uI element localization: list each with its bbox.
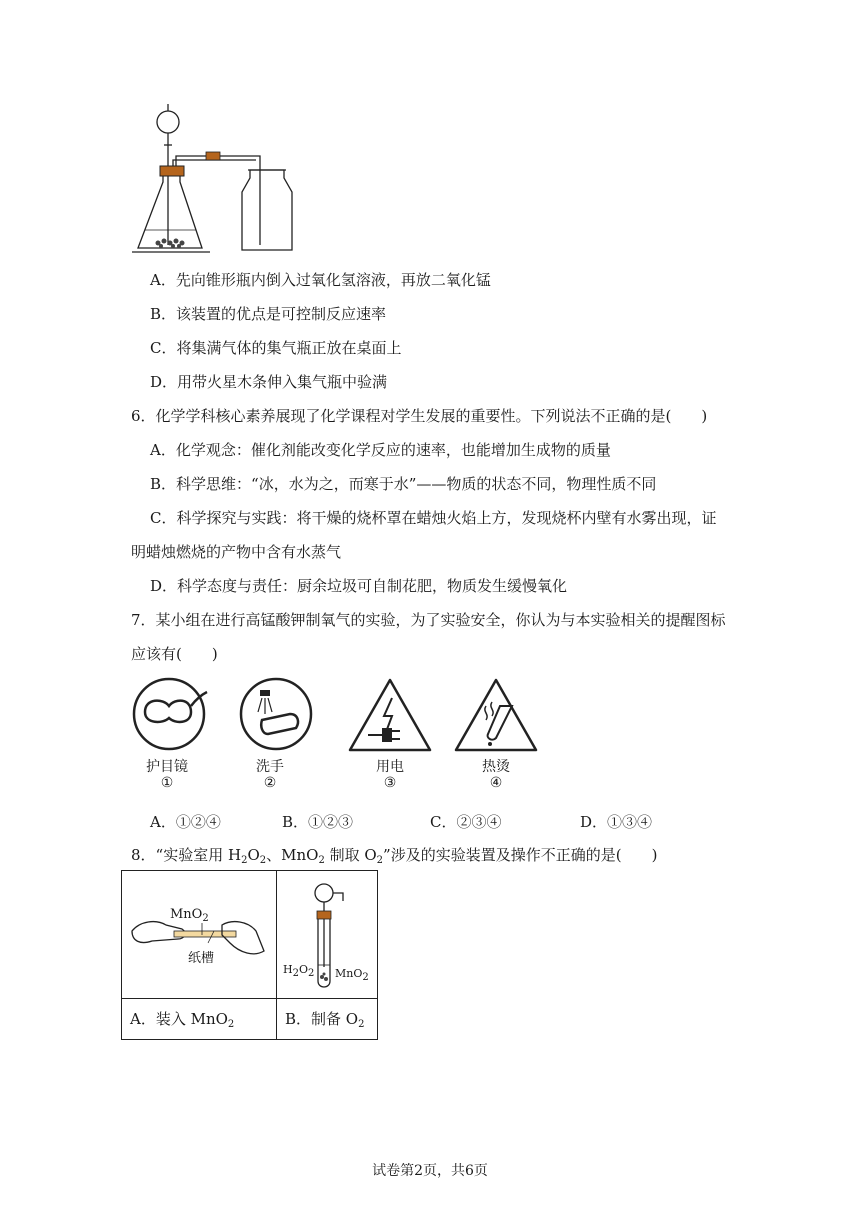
q6-stem: 6．化学学科核心素养展现了化学课程对学生发展的重要性。下列说法不正确的是( ) — [131, 407, 708, 425]
icon-label-wash: 洗手 — [256, 759, 284, 775]
q5-option-b: B．该装置的优点是可控制反应速率 — [150, 305, 387, 323]
q8-cell-b-figure — [277, 871, 378, 999]
q6-option-c-cont: 明蜡烛燃烧的产物中含有水蒸气 — [131, 543, 342, 561]
icon-num-wash: ② — [263, 775, 277, 791]
q7-choice-c: C．②③④ — [430, 813, 502, 831]
paper-trough-label: 纸槽 — [188, 951, 215, 966]
q6-option-b: B．科学思维：“冰，水为之，而寒于水”——物质的状态不同，物理性质不同 — [150, 475, 657, 493]
q8-caption-b: B．制备 $O_2$ — [277, 999, 378, 1040]
icon-label-goggles: 护目镜 — [146, 759, 188, 775]
q8-stem: 8．“实验室用 $H_2O_2$、MnO$_2$ 制取 $O_2$”涉及的实验装置及操作不正确的是( ) — [131, 846, 658, 866]
q8-caption-a: A．装入 MnO$_2$ — [122, 999, 277, 1040]
page-footer: 试卷第2页，共6页 — [372, 1163, 488, 1179]
q8-cell-a-figure — [122, 871, 277, 999]
wash-hands-icon — [238, 676, 318, 756]
q5-option-a: A．先向锥形瓶内倒入过氧化氢溶液，再放二氧化锰 — [150, 271, 491, 289]
q6-option-a: A．化学观念：催化剂能改变化学反应的速率，也能增加生成物的质量 — [150, 441, 611, 459]
mno2-label: MnO$_2$ — [170, 907, 209, 924]
goggles-icon — [131, 676, 211, 756]
q7-stem-line1: 7．某小组在进行高锰酸钾制氧气的实验，为了实验安全，你认为与本实验相关的提醒图标 — [131, 611, 726, 629]
q8-options-table — [121, 870, 378, 1040]
icon-num-goggles: ① — [160, 775, 174, 791]
q6-option-c: C．科学探究与实践：将干燥的烧杯罩在蜡烛火焰上方，发现烧杯内壁有水雾出现，证 — [150, 509, 717, 527]
q6-option-d: D．科学态度与责任：厨余垃圾可自制花肥，物质发生缓慢氧化 — [150, 577, 568, 595]
q5-option-c: C．将集满气体的集气瓶正放在桌面上 — [150, 339, 402, 357]
electricity-icon — [346, 676, 436, 756]
icon-num-electricity: ③ — [383, 775, 397, 791]
q7-choice-a: A．①②④ — [150, 813, 221, 831]
q5-apparatus-figure — [130, 100, 300, 260]
q5-option-d: D．用带火星木条伸入集气瓶中验满 — [150, 373, 388, 391]
q7-choice-b: B．①②③ — [282, 813, 354, 831]
icon-label-hot: 热烫 — [482, 759, 510, 775]
paper-trough-figure — [122, 871, 276, 998]
q7-choice-d: D．①③④ — [580, 813, 653, 831]
hot-surface-icon — [452, 676, 542, 756]
icon-num-hot: ④ — [489, 775, 503, 791]
mno2-label-b: MnO$_2$ — [335, 967, 369, 983]
h2o2-label: $H_2O_2$ — [283, 963, 315, 979]
q7-stem-line2: 应该有( ) — [131, 645, 218, 663]
icon-label-electricity: 用电 — [376, 759, 404, 775]
